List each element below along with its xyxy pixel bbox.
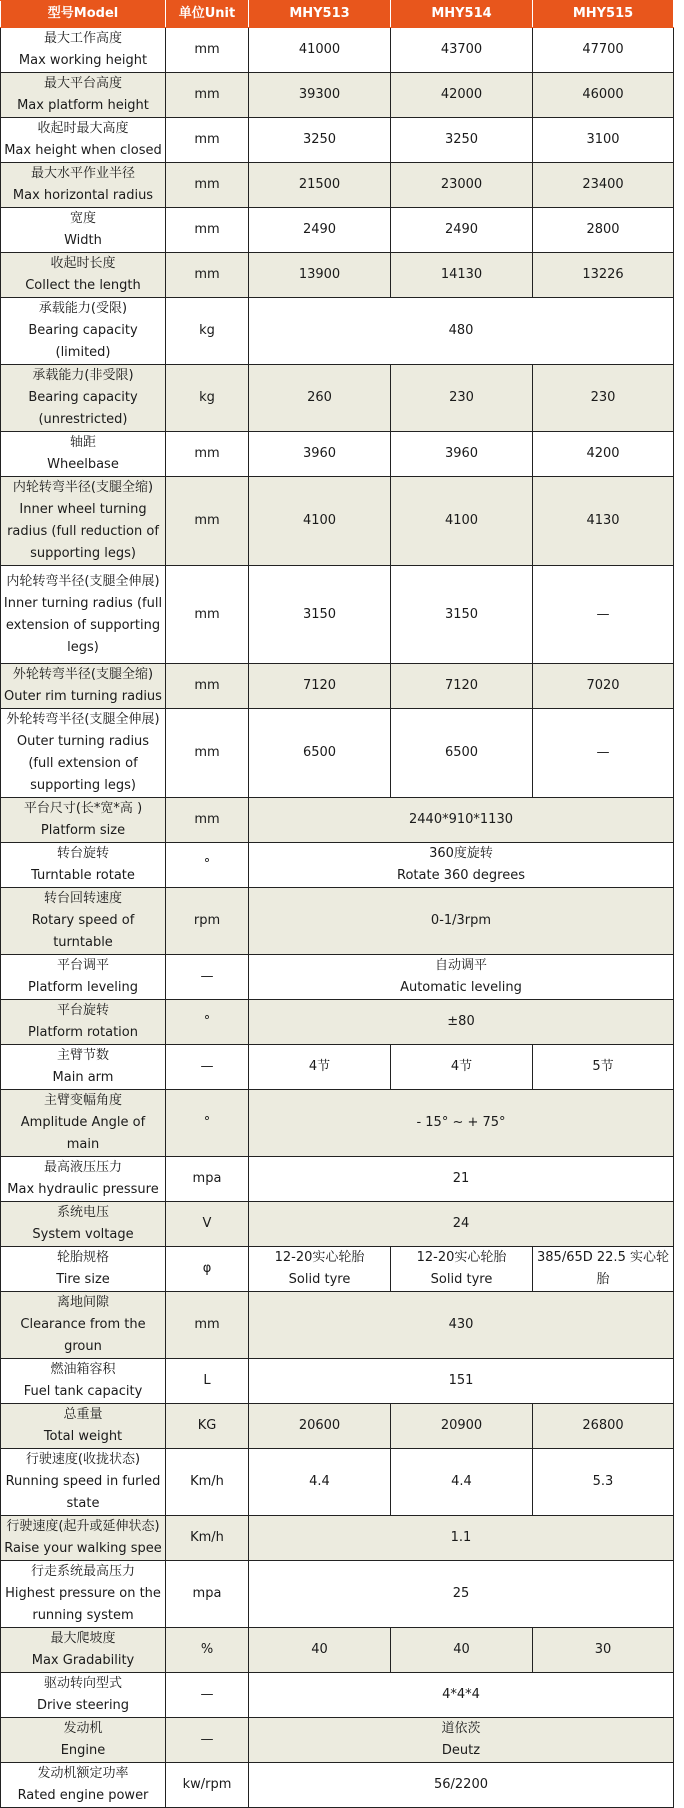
value-cell: 13900 [249,253,391,298]
param-zh: 内轮转弯半径(支腿全伸展) [6,573,160,589]
param-en: Rotary speed of turntable [31,913,135,950]
value-line: 胎 [596,1272,610,1287]
table-row [1,432,674,477]
param-cell [1,1561,166,1628]
table-row [1,1090,674,1157]
unit-cell: ° [166,1000,249,1045]
unit-cell: mpa [166,1561,249,1628]
param-zh: 最大工作高度 [43,31,122,46]
value-cell: 20600 [249,1404,391,1449]
unit-cell: — [166,1673,249,1718]
param-en: Platform rotation [28,1025,138,1040]
value-cell: 230 [533,365,674,432]
param-en: Max horizontal radius [12,188,154,203]
table-row [1,1449,674,1516]
param-cell [1,1449,166,1516]
value-cell: 4.4 [249,1449,391,1516]
table-row [1,365,674,432]
param-cell [1,709,166,798]
param-cell [1,1516,166,1561]
param-zh: 转台回转速度 [43,891,122,906]
param-en: Clearance from the groun [20,1317,146,1354]
param-en: Max working height [18,53,148,68]
param-en: Turntable rotate [31,868,135,883]
value-cell: 3960 [249,432,391,477]
table-row [1,1202,674,1247]
param-cell [1,298,166,365]
unit-cell: mm [166,163,249,208]
value-line: 385/65D 22.5 实心轮 [537,1250,669,1265]
unit-cell: mm [166,709,249,798]
value-cell: 21500 [249,163,391,208]
table-row [1,1718,674,1763]
param-en: System voltage [32,1227,134,1242]
param-zh: 燃油箱容积 [50,1362,116,1377]
value-cell: 47700 [533,28,674,73]
value-cell: 4200 [533,432,674,477]
param-zh: 转台旋转 [56,846,109,861]
value-cell: 5.3 [533,1449,674,1516]
merged-value-cell: 4*4*4 [249,1673,674,1718]
value-cell: 6500 [249,709,391,798]
value-cell [533,1247,674,1292]
value-cell: 2490 [391,208,533,253]
param-zh: 最高液压压力 [43,1160,122,1175]
value-line: Solid tyre [288,1272,351,1287]
param-en: Highest pressure on the running system [5,1586,161,1623]
table-row [1,73,674,118]
param-zh: 行驶速度(起升或延伸状态) [6,1519,160,1534]
param-en: Collect the length [25,278,141,293]
table-row [1,1404,674,1449]
param-cell [1,843,166,888]
table-row [1,253,674,298]
value-cell: 4.4 [391,1449,533,1516]
merged-value-cell: 56/2200 [249,1763,674,1808]
param-zh: 总重量 [63,1407,103,1422]
param-en: Inner turning radius (full extension of supporting legs) [3,595,163,655]
param-en: Max height when closed [4,143,162,158]
param-cell [1,1763,166,1808]
value-cell: 40 [249,1628,391,1673]
unit-cell: mm [166,664,249,709]
header-mhy514: MHY514 [391,1,533,28]
value-cell: 46000 [533,73,674,118]
merged-value-zh: 道依茨 [441,1721,481,1736]
table-row [1,1359,674,1404]
param-cell [1,1045,166,1090]
value-cell: 3960 [391,432,533,477]
value-cell: 7120 [249,664,391,709]
merged-value-cell: 480 [249,298,674,365]
value-line: 12-20实心轮胎 [274,1250,365,1265]
table-row [1,163,674,208]
param-zh: 系统电压 [56,1205,109,1220]
merged-value-cell: 2440*910*1130 [249,798,674,843]
param-en: Bearing capacity (unrestricted) [28,390,138,427]
table-row [1,664,674,709]
param-en: Wheelbase [47,457,119,472]
value-cell: 3150 [249,566,391,664]
param-cell [1,1292,166,1359]
unit-cell: mm [166,118,249,163]
param-cell [1,253,166,298]
param-zh: 平台调平 [56,958,109,973]
value-cell: 7120 [391,664,533,709]
value-cell: 30 [533,1628,674,1673]
param-cell [1,163,166,208]
table-row [1,1000,674,1045]
param-cell [1,955,166,1000]
merged-value-cell: 0-1/3rpm [249,888,674,955]
merged-value-cell [249,955,674,1000]
param-zh: 平台旋转 [56,1003,109,1018]
value-cell: 23000 [391,163,533,208]
param-cell [1,888,166,955]
param-zh: 宽度 [69,211,96,226]
param-en: Raise your walking spee [4,1541,162,1556]
unit-cell: rpm [166,888,249,955]
unit-cell: mm [166,566,249,664]
table-row [1,955,674,1000]
param-zh: 主臂节数 [56,1048,109,1063]
table-row [1,798,674,843]
value-cell: 13226 [533,253,674,298]
unit-cell: kw/rpm [166,1763,249,1808]
unit-cell: KG [166,1404,249,1449]
param-cell [1,1247,166,1292]
unit-cell: φ [166,1247,249,1292]
value-cell: 40 [391,1628,533,1673]
merged-value-cell: 24 [249,1202,674,1247]
header-model: 型号Model [1,1,166,28]
param-cell [1,798,166,843]
value-cell: 5节 [533,1045,674,1090]
merged-value-cell: - 15° ~ + 75° [249,1090,674,1157]
value-cell: 4100 [391,477,533,566]
unit-cell: mm [166,28,249,73]
param-en: Outer rim turning radius [4,689,162,704]
value-cell: 230 [391,365,533,432]
value-cell: 3250 [249,118,391,163]
value-cell: 43700 [391,28,533,73]
spec-body [1,28,674,1808]
value-cell: 4节 [391,1045,533,1090]
unit-cell: L [166,1359,249,1404]
value-cell: 26800 [533,1404,674,1449]
table-row [1,1628,674,1673]
value-line: 12-20实心轮胎 [416,1250,507,1265]
merged-value-zh: 自动调平 [434,958,487,973]
value-cell: 20900 [391,1404,533,1449]
value-cell: 6500 [391,709,533,798]
table-row [1,1045,674,1090]
table-row [1,1763,674,1808]
unit-cell: mm [166,798,249,843]
table-row [1,1292,674,1359]
value-cell: 3150 [391,566,533,664]
param-en: Fuel tank capacity [23,1384,143,1399]
param-cell [1,118,166,163]
param-cell [1,1202,166,1247]
param-en: Outer turning radius (full extension of supporting legs) [16,734,150,793]
param-zh: 承载能力(非受限) [32,368,134,383]
merged-value-cell [249,843,674,888]
value-cell: 4130 [533,477,674,566]
value-cell: 39300 [249,73,391,118]
param-zh: 轴距 [69,435,96,450]
table-row [1,1673,674,1718]
unit-cell: mm [166,477,249,566]
unit-cell: mpa [166,1157,249,1202]
param-cell [1,1359,166,1404]
value-cell: 42000 [391,73,533,118]
header-row [1,1,674,28]
unit-cell: mm [166,432,249,477]
table-row [1,298,674,365]
unit-cell: — [166,955,249,1000]
value-cell: 260 [249,365,391,432]
value-cell: 3100 [533,118,674,163]
param-zh: 最大爬坡度 [50,1631,116,1646]
merged-value-cell: 21 [249,1157,674,1202]
param-zh: 平台尺寸(长*宽*高 ) [23,801,143,816]
merged-value-en: Deutz [441,1743,481,1758]
param-en: Platform leveling [28,980,138,995]
unit-cell: — [166,1045,249,1090]
merged-value-zh: 360度旋转 [429,846,493,861]
param-en: Main arm [52,1070,114,1085]
value-cell: 7020 [533,664,674,709]
param-zh: 离地间隙 [56,1295,109,1310]
merged-value-en: Automatic leveling [400,980,522,995]
param-en: Running speed in furled state [5,1474,161,1511]
merged-value-cell: 1.1 [249,1516,674,1561]
param-en: Width [64,233,102,248]
value-cell [391,1247,533,1292]
merged-value-cell [249,1718,674,1763]
unit-cell: ° [166,843,249,888]
table-row [1,888,674,955]
param-en: Total weight [43,1429,123,1444]
param-cell [1,1090,166,1157]
value-line: Solid tyre [430,1272,493,1287]
param-zh: 收起时最大高度 [37,121,129,136]
merged-value-cell: 430 [249,1292,674,1359]
param-en: Amplitude Angle of main [20,1115,146,1152]
value-cell: 4节 [249,1045,391,1090]
table-row [1,1561,674,1628]
table-row [1,28,674,73]
param-zh: 驱动转向型式 [43,1676,122,1691]
table-row [1,709,674,798]
param-cell [1,28,166,73]
param-zh: 发动机 [63,1721,103,1736]
param-en: Drive steering [36,1698,130,1713]
param-cell [1,432,166,477]
unit-cell: mm [166,253,249,298]
unit-cell: — [166,1718,249,1763]
merged-value-cell: 151 [249,1359,674,1404]
unit-cell: mm [166,73,249,118]
param-cell [1,477,166,566]
param-zh: 外轮转弯半径(支腿全伸展) [6,712,160,727]
table-row [1,843,674,888]
param-zh: 最大平台高度 [43,76,122,91]
param-en: Inner wheel turning radius (full reduction of supporting legs) [7,502,159,561]
table-row [1,1247,674,1292]
unit-cell: kg [166,365,249,432]
unit-cell: V [166,1202,249,1247]
param-en: Max hydraulic pressure [7,1182,159,1197]
param-zh: 行驶速度(收拢状态) [25,1452,141,1467]
param-cell [1,1000,166,1045]
value-cell: 2800 [533,208,674,253]
param-en: Bearing capacity (limited) [28,323,138,360]
value-cell [249,1247,391,1292]
value-cell: — [533,709,674,798]
param-zh: 发动机额定功率 [37,1766,129,1781]
value-cell: 2490 [249,208,391,253]
param-en: Engine [60,1743,106,1758]
param-en: Rated engine power [17,1788,149,1803]
param-en: Platform size [40,823,126,838]
param-cell [1,566,166,664]
param-zh: 最大水平作业半径 [30,166,135,181]
table-row [1,208,674,253]
param-zh: 内轮转弯半径(支腿全缩) [12,480,154,495]
table-row [1,1157,674,1202]
merged-value-cell: 25 [249,1561,674,1628]
header-unit: 单位Unit [166,1,249,28]
table-row [1,477,674,566]
param-cell [1,1628,166,1673]
param-cell [1,664,166,709]
unit-cell: ° [166,1090,249,1157]
value-cell: 14130 [391,253,533,298]
table-row [1,118,674,163]
merged-value-en: Rotate 360 degrees [397,868,525,883]
param-en: Max Gradability [31,1653,135,1668]
param-zh: 行走系统最高压力 [30,1564,135,1579]
param-cell [1,1673,166,1718]
param-cell [1,1157,166,1202]
unit-cell: mm [166,208,249,253]
value-cell: 41000 [249,28,391,73]
param-cell [1,73,166,118]
value-cell: 23400 [533,163,674,208]
unit-cell: mm [166,1292,249,1359]
table-row [1,566,674,664]
param-zh: 轮胎规格 [56,1250,109,1265]
unit-cell: kg [166,298,249,365]
header-mhy515: MHY515 [533,1,674,28]
merged-value-cell: ±80 [249,1000,674,1045]
unit-cell: % [166,1628,249,1673]
header-mhy513: MHY513 [249,1,391,28]
param-cell [1,1404,166,1449]
param-zh: 承载能力(受限) [38,301,128,316]
value-cell: — [533,566,674,664]
param-cell [1,365,166,432]
value-cell: 4100 [249,477,391,566]
param-en: Tire size [56,1272,110,1287]
param-en: Max platform height [17,98,149,113]
param-zh: 主臂变幅角度 [43,1093,122,1108]
unit-cell: Km/h [166,1449,249,1516]
table-row [1,1516,674,1561]
value-cell: 3250 [391,118,533,163]
param-cell [1,1718,166,1763]
param-cell [1,208,166,253]
param-zh: 外轮转弯半径(支腿全缩) [12,667,154,682]
unit-cell: Km/h [166,1516,249,1561]
param-zh: 收起时长度 [50,256,116,271]
